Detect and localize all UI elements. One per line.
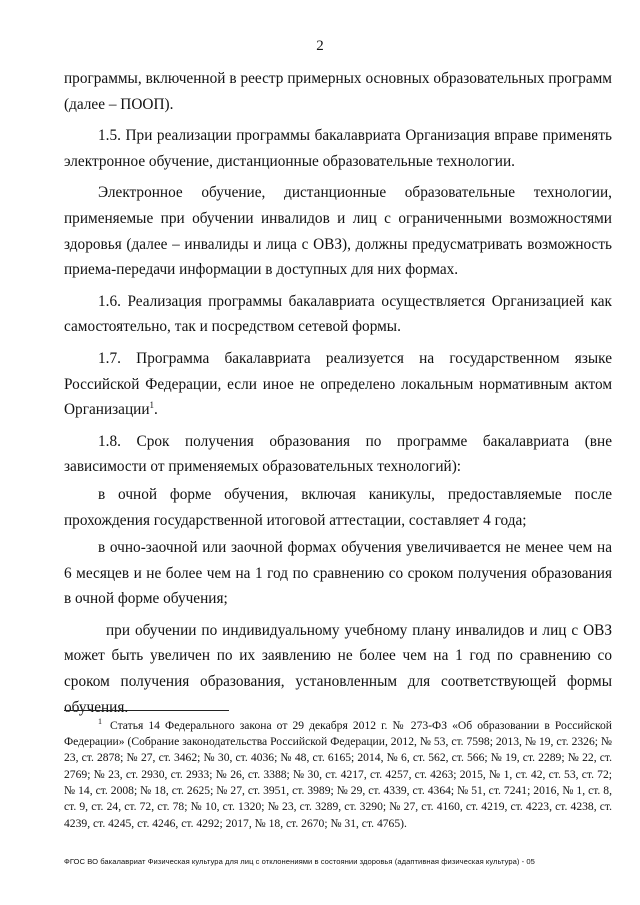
list-item-part-time: в очно-заочной или заочной формах обучения увеличивается не менее чем на 6 месяцев и не более чем на 1 год по сравнению со сроком получения образования в очной форме обучения;: [64, 539, 612, 608]
footnote-separator: [64, 710, 229, 711]
page-number: 2: [316, 38, 324, 54]
paragraph-1-7-end: .: [154, 401, 158, 419]
footnote-reference: 1: [149, 400, 155, 411]
footnote-number: 1: [98, 717, 102, 726]
paragraph-continuation: программы, включенной в реестр примерных основных образовательных программ (далее – ПООП).: [64, 70, 612, 113]
paragraph-1-5: 1.5. При реализации программы бакалавриата Организация вправе применять электронное обучение, дистанционные образовательные технологии.: [64, 127, 612, 170]
footnote: [64, 714, 612, 832]
list-item-full-time: в очной форме обучения, включая каникулы, предоставляемые после прохождения государственной итоговой аттестации, составляет 4 года;: [64, 485, 612, 529]
paragraph-elearning: Электронное обучение, дистанционные образовательные технологии, применяемые при обучении инвалидов и лиц с ограниченными возможностями здоровья (далее – инвалиды и лица с ОВЗ), должны предусматривать возможность приема-передачи информации в доступных для них формах.: [64, 184, 612, 279]
paragraph-1-7-text: 1.7. Программа бакалавриата реализуется на государственном языке Российской Федерации, если иное не определено локальным нормативным актом Организации: [64, 349, 612, 419]
list-item-individual-plan: при обучении по индивидуальному учебному плану инвалидов и лиц с ОВЗ может быть увеличен по их заявлению не более чем на 1 год по сравнению со сроком получения образования, установленным для соответствующей формы обучения.: [64, 621, 612, 716]
page-footer: ФГОС ВО бакалавриат Физическая культура для лиц с отклонениями в состоянии здоровья (адаптивная физическая культура) - 05: [64, 857, 535, 866]
footnote-text: Статья 14 Федерального закона от 29 декабря 2012 г. № 273-ФЗ «Об образовании в Российской Федерации» (Собрание законодательства Российской Федерации, 2012, № 53, ст. 7598; 2013, № 19, ст. 2326; № 23, ст. 2878; № 27, ст. 3462; № 30, ст. 4036; № 48, ст. 6165; 2014, № 6, ст. 562, ст. 566; № 19, ст. 2289; № 22, ст. 2769; № 23, ст. 2930, ст. 2933; № 26, ст. 3388; № 30, ст. 4217, ст. 4257, ст. 4263; 2015, № 1, ст. 42, ст. 53, ст. 72; № 14, ст. 2008; № 18, ст. 2625; № 27, ст. 3951, ст. 3989; № 29, ст. 4339, ст. 4364; № 51, ст. 7241; 2016, № 1, ст. 8, ст. 9, ст. 24, ст. 72, ст. 78; № 10, ст. 1320; № 23, ст. 3289, ст. 3290; № 27, ст. 4160, ст. 4219, ст. 4223, ст. 4238, ст. 4239, ст. 4245, ст. 4246, ст. 4292; 2017, № 18, ст. 2670; № 31, ст. 4765).: [64, 718, 612, 830]
document-body: [64, 66, 612, 720]
paragraph-1-7: [64, 346, 612, 423]
paragraph-1-8: 1.8. Срок получения образования по программе бакалавриата (вне зависимости от применяемых образовательных технологий):: [64, 432, 612, 476]
paragraph-1-6: 1.6. Реализация программы бакалавриата осуществляется Организацией как самостоятельно, так и посредством сетевой формы.: [64, 292, 612, 336]
